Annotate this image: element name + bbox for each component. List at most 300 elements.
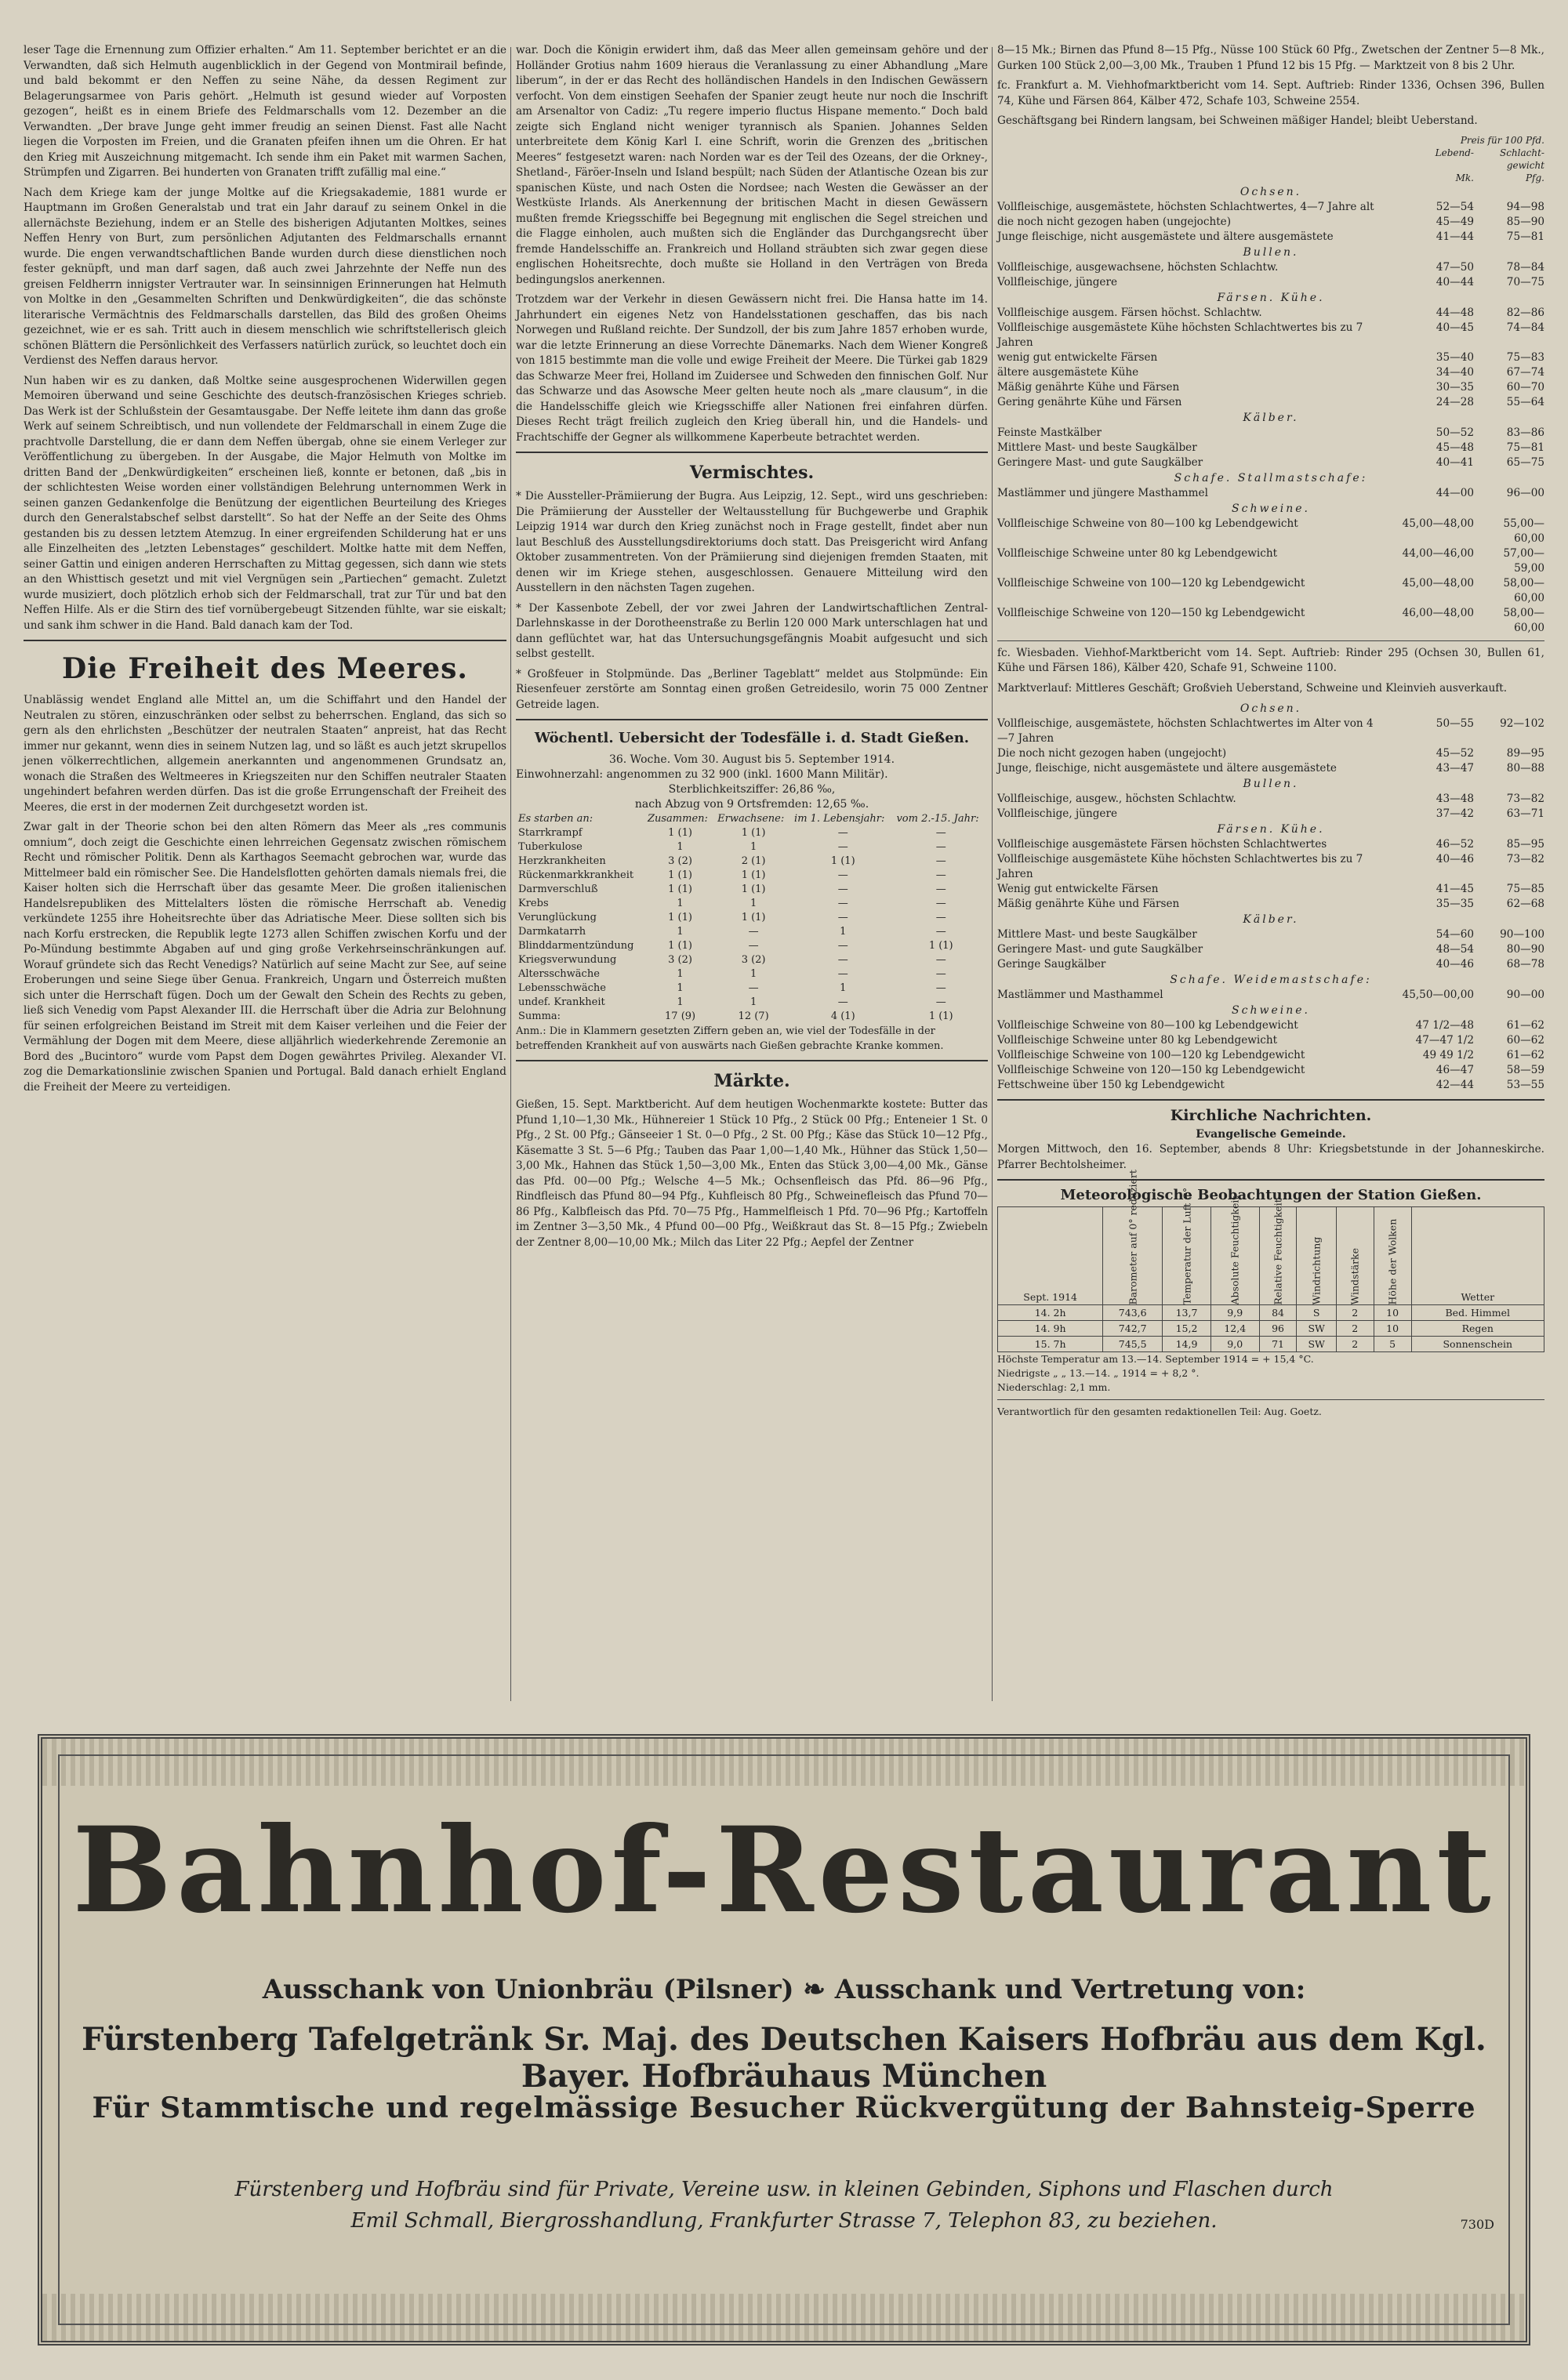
table-cell: SW [1297,1321,1336,1337]
price-row [997,807,1544,822]
news-item: * Großfeuer in Stolpmünde. Das „Berliner Tageblatt“ meldet aus Stolpmünde: Ein Riesenfeuer zerstörte am Sonntag einen großen Getreidesilo, worin 75 000 Zentner Getreide lagen. [516,667,988,711]
table-cell: 1 [840,982,847,994]
price-value: 73—82 [1506,853,1544,865]
price-value: 35—35 [1436,898,1474,910]
price-value: 75—81 [1506,230,1544,243]
price-label: Vollfleischige, ausgew., höchsten Schlachtw. [997,793,1236,805]
price-label: Junge, fleischige, nicht ausgemästete und ältere ausgemästete [997,762,1337,775]
price-row [997,260,1544,275]
table-row [516,953,988,967]
table-row [516,840,988,854]
table-cell: — [935,869,946,881]
article-paragraph: Nun haben wir es zu danken, daß Moltke seine ausgesprochenen Widerwillen gegen Memoiren überwand und seine Geschichte des deutsch-französischen Krieges schrieb. Das Werk ist der Schlußstein der Gesamtausgabe. Der Neffe leitete ihm dann das große Werk auf seinem Schreibtisch, und nun vollendete der Feldmarschall in einem Zuge die prachtvolle Darstellung, die er dann dem Neffen übergab, ohne sie einem Verleger zur Veröffentlichung zu übergeben. In der Ausgabe, die Major Helmuth von Moltke im dritten Band der „Denkwürdigkeiten“ erscheinen ließ, konnte er betonen, daß „bis in der schlichtesten Weise worden einer vollständigen Belehrung unternommen Werk in seinen ganzen Gedankenfolge die Benützung der eigentlichen Beurteilung des Krieges durch den Generalstabschef selbst darstellt“. So hat der Neffe an der Seite des Ohms gestanden bis zu dessen letztem Atemzug. In einer ergreifenden Schilderung hat er uns alle Einzelheiten des „letzten Lebenstages“ geschildert. Moltke hatte mit dem Neffen, seiner Gattin und einigen anderen Herrschaften zu Mittag gegessen, sich dann wie stets an den Whisttisch gesetzt und mit viel Vergnügen sein „Partiechen“ gemacht. Zuletzt wurde musiziert, doch plötzlich erhob sich der Feldmarschall, trat zur Tür und bat den Neffen Hilfe. Als er die Stirn des tief vornübergebeugt Sitzenden fühlte, war sie eiskalt; und sank ihm schwer in die Hand. Bald danach kam der Tod. [24,374,506,632]
article-paragraph: Zwar galt in der Theorie schon bei den alten Römern das Meer als „res communis omnium“, doch zeigt die Geschichte einen lehrreichen Gegensatz zwischen römischem Recht und römischer Politik. Denn als Karthagos Seemacht gebrochen war, wurde das Mittelmeer bald ein römischer See. Die Handelsflotten gehörten damals niemals frei, die Kaiser holten sich die Herrschaft über das gesamte Meer. Die großen italienischen Handelsrepubliken des Mittelalters lösten die römische Herrschaft ab. Venedig verkündete 1255 ihre Hoheitsrechte über das Adriatische Meer. Diese sollten sich bis nach Korfu erstrecken, die Republik legte 1273 allen Schiffen zwischen Korfu und der Po-Mündung bestimmte Abgaben auf und ging große Verkehrseinschränkungen auf. Worauf gründete sich das Recht Venedigs? Natürlich auf seine Macht zur See, auf seine Eroberungen und seine Siege über Genua. Frankreich, Ungarn und Österreich mußten sich unter die Herrschaft fügen. Doch um der Gewalt den Schein des Rechts zu geben, ließ sich Venedig vom Papst Alexander III. die Herrschaft über die Adria zur Belohnung für seinen erfolgreichen Beistand im Streit mit dem Kaiser verleihen und die Feier der Vermählung der Dogen mit dem Meere, diese alljährlich wiederkehrende Zeremonie an Bord des „Bucintoro“ wurde vom Papst dem Dogen gewährtes Privileg. Alexander VI. zog die Demarkationslinie zwischen Spanien und Portugal. Bald danach erhielt England die Freiheit der Meere zu verteidigen. [24,821,506,1094]
table-cell: 1 (1) [830,855,855,867]
table-cell: — [935,982,946,994]
price-label: Fettschweine über 150 kg Lebendgewicht [997,1079,1225,1091]
table-cell: 1 (1) [928,940,953,952]
price-value: 54—60 [1436,928,1474,941]
price-row [997,321,1544,350]
ad-line: Fürstenberg und Hofbräu sind für Private, Vereine usw. in kleinen Gebinden, Siphons und Flaschen durch [234,2178,1334,2201]
price-value: 60—70 [1506,380,1544,394]
meteo-col-label: Relative Feuchtigkeit [1272,1199,1284,1305]
price-value: 78—84 [1506,260,1544,274]
table-cell: 9,0 [1210,1337,1259,1352]
table-cell: 2 [1336,1337,1374,1352]
price-value: 46,00—48,00 [1402,606,1474,619]
price-value: 89—95 [1506,747,1544,760]
price-row [997,717,1544,746]
table-cell: Kriegsverwundung [518,954,617,966]
price-value: 73—82 [1506,793,1544,805]
price-row [997,1078,1544,1093]
article-paragraph: Trotzdem war der Verkehr in diesen Gewässern nicht frei. Die Hansa hatte im 14. Jahrhundert ein eigenes Netz von Handelsstationen geschaffen, das bis nach Norwegen und Rußland reichte. Der Sundzoll, der bis zum Jahre 1857 erhoben wurde, war die letzte Erinnerung an diese Vorrechte Dänemarks. Nach dem Wiener Kongreß von 1815 bestimmte man die volle und ewige Freiheit der Meere. Die Türkei gab 1829 das Schwarze Meer frei, Holland im Zuidersee und Schweden den finnischen Golf. Nur das Schwarze und das Asowsche Meer gelten heute noch als „mare clausum“, in die die Handelsschiffe gleich wie Kriegsschiffe aller Nationen frei einfahren dürfen. Dieses Recht trägt freilich zugleich den Krieg überall hin, und die Handels- und Frachtschiffe der Gegner als willkommene Kaperbeute betrachtet werden. [516,293,988,444]
price-label: Vollfleischige ausgemästete Kühe höchsten Schlachtwertes bis zu 7 Jahren [997,321,1363,349]
editor-note: Verantwortlich für den gesamten redaktionellen Teil: Aug. Goetz. [997,1406,1322,1417]
table-row [516,911,988,925]
price-value: 40—45 [1436,321,1474,334]
price-value: 34—40 [1436,365,1474,379]
table-cell: 1 [750,841,757,853]
price-value: 37—42 [1436,807,1474,820]
meteo-col-header [1297,1207,1336,1305]
table-row [516,883,988,897]
meteo-col-label: Windrichtung [1310,1236,1323,1305]
meteo-col-label: Windstärke [1348,1247,1361,1305]
table-cell: 1 (1) [668,912,692,923]
price-header: Mk. Pfg. [1455,172,1544,183]
ad-title: Bahnhof-Restaurant [72,1801,1496,1939]
column-3 [997,43,1544,1419]
table-cell: 1 (1) [741,883,766,895]
price-label: Vollfleischige Schweine unter 80 kg Lebendgewicht [997,1034,1278,1047]
column-rule [992,47,993,1701]
price-value: 40—44 [1436,275,1474,288]
price-value: 47—50 [1436,260,1474,274]
price-value: 75—85 [1506,883,1544,895]
price-row [997,380,1544,395]
price-label: Mittlere Mast- und beste Saugkälber [997,928,1197,941]
price-value: 62—68 [1506,898,1544,910]
price-row [997,576,1544,606]
table-cell: — [935,912,946,923]
table-cell: 3 (2) [741,954,766,966]
price-row [997,852,1544,882]
market-report-continued: 8—15 Mk.; Birnen das Pfund 8—15 Pfg., Nüsse 100 Stück 60 Pfg., Zwetschen der Zentner 5—8 Mk., Gurken 100 Stück 2,00—3,00 Mk., Trauben 1 Pfund 12 bis 15 Pfg. — Marktzeit von 8 bis 2 Uhr. [997,44,1544,72]
meteo-col-label: Sept. 1914 [1023,1291,1077,1303]
col-header: Es starben an: [518,813,593,825]
table-cell: 1 [677,898,684,909]
price-value: 58,00—60,00 [1503,576,1544,604]
table-row [516,996,988,1010]
table-cell: 2 (1) [741,855,766,867]
price-label: Vollfleischige Schweine von 100—120 kg Lebendgewicht [997,576,1305,590]
price-label: Junge fleischige, nicht ausgemästete und ältere ausgemästete [997,230,1334,243]
price-value: 55,00—60,00 [1503,517,1544,545]
price-value: 50—52 [1436,426,1474,439]
table-cell: — [837,841,848,853]
price-value: 47—47 1/2 [1415,1034,1474,1047]
price-row [997,837,1544,852]
price-value: 40—46 [1436,853,1474,865]
price-label: Vollfleischige, ausgewachsene, höchsten Schlachtw. [997,260,1279,274]
meteo-col-label: Wetter [1461,1291,1495,1303]
price-label: Geringere Mast- und gute Saugkälber [997,943,1203,956]
table-cell: S [1297,1305,1336,1321]
deaths-rate-adjusted: nach Abzug von 9 Ortsfremden: 12,65 ‰. [634,798,869,811]
price-row [997,942,1544,957]
price-value: 45—52 [1436,747,1474,760]
price-row [997,897,1544,912]
price-row [997,275,1544,290]
meteo-max: Höchste Temperatur am 13.—14. September 1914 = + 15,4 °C. [997,1353,1314,1365]
price-header: Preis für 100 Pfd. [1460,134,1544,146]
price-category: Schafe. Weidemastschafe: [1170,974,1372,986]
price-row [997,230,1544,245]
price-label: Vollfleischige Schweine von 120—150 kg Lebendgewicht [997,606,1305,619]
price-row [997,486,1544,501]
table-cell: Starrkrampf [518,827,583,839]
price-value: 85—95 [1506,838,1544,851]
price-value: 40—41 [1436,455,1474,469]
table-cell: 17 (9) [665,1010,696,1022]
table-cell: 1 [677,996,684,1008]
price-row [997,882,1544,897]
ad-code: 730D [1460,2217,1494,2232]
deaths-title: Wöchentl. Uebersicht der Todesfälle i. d. Stadt Gießen. [534,730,970,746]
table-cell: 3 (2) [668,855,692,867]
table-cell: 96 [1259,1321,1297,1337]
price-value: 47 1/2—48 [1415,1019,1474,1032]
frankfurt-price-list [997,184,1544,636]
table-cell: 745,5 [1103,1337,1163,1352]
price-label: wenig gut entwickelte Färsen [997,350,1158,364]
price-label: Vollfleischige Schweine von 80—100 kg Lebendgewicht [997,517,1298,530]
table-cell: — [748,940,759,952]
price-category: Ochsen. [1240,702,1302,715]
price-category: Kälber. [1243,411,1299,424]
table-cell: 1 (1) [741,827,766,839]
price-row [997,546,1544,576]
price-value: 48—54 [1436,943,1474,956]
table-cell: 10 [1374,1305,1411,1321]
price-value: 50—55 [1436,717,1474,730]
price-value: 46—47 [1436,1064,1474,1076]
table-cell: — [935,968,946,980]
table-cell: Darmkatarrh [518,926,586,938]
table-cell: 1 [677,968,684,980]
price-value: 45,00—48,00 [1402,576,1474,590]
table-cell: 1 (1) [668,827,692,839]
price-value: 52—54 [1436,200,1474,213]
meteo-col-header [998,1207,1103,1305]
meteo-col-header [1336,1207,1374,1305]
price-category: Bullen. [1243,245,1299,259]
price-row [997,988,1544,1003]
price-row [997,761,1544,776]
table-cell: 12 (7) [738,1010,769,1022]
table-cell: Darmverschluß [518,883,598,895]
price-row [997,1018,1544,1033]
table-cell: SW [1297,1337,1336,1352]
price-value: 41—45 [1436,883,1474,895]
table-cell: 743,6 [1103,1305,1163,1321]
meteo-col-label: Absolute Feuchtigkeit [1229,1195,1241,1305]
price-value: 58—59 [1506,1064,1544,1076]
price-label: Vollfleischige Schweine unter 80 kg Lebendgewicht [997,546,1278,560]
table-cell: 1 (1) [741,912,766,923]
price-value: 58,00—60,00 [1503,606,1544,634]
table-cell: 1 [677,926,684,938]
col-header: Zusammen: [647,813,708,825]
divider [516,719,988,720]
price-label: Vollfleischige ausgemästete Färsen höchsten Schlachtwertes [997,838,1327,851]
price-value: 49 49 1/2 [1422,1049,1474,1061]
table-cell: 71 [1259,1337,1297,1352]
meteo-min: Niedrigste „ „ 13.—14. „ 1914 = + 8,2 °. [997,1367,1200,1379]
price-label: Mastlämmer und Masthammel [997,989,1163,1001]
table-cell: 14. 2h [998,1305,1103,1321]
price-value: 60—62 [1506,1034,1544,1047]
price-value: 65—75 [1506,455,1544,469]
price-label: Vollfleischige Schweine von 80—100 kg Lebendgewicht [997,1019,1298,1032]
price-value: 80—88 [1506,762,1544,775]
divider [516,1060,988,1061]
meteo-col-label: Höhe der Wolken [1386,1218,1399,1305]
article-paragraph: leser Tage die Ernennung zum Offizier erhalten.“ Am 11. September berichtet er an die Verwandten, daß sich Helmuth augenblicklich in der Gegend von Montmirail befinde, und bald bekommt er den Neffen zu seine Nähe, da dessen Regiment zur Belagerungsarmee von Paris gehört. „Helmuth ist gesund wieder auf Vorposten gezogen“, heißt es in einem Briefe des Feldmarschalls vom 12. Dezember an die Verwandten. „Der brave Junge geht immer freudig an seinen Dienst. Fast alle Nacht liegen die Vorposten im Freien, und die Granaten pfeifen ihnen um die Ohren. Er hat den Krieg mit Auszeichnung mitgemacht. Ich sende ihm ein Paket mit warmen Sachen, Strümpfen und Zigarren. Bei hunderten von Granaten trifft zufällig mal eine.“ [24,44,506,179]
price-value: 70—75 [1506,275,1544,288]
price-value: 61—62 [1506,1019,1544,1032]
table-row [998,1305,1544,1321]
price-row [997,306,1544,321]
price-category: Schafe. Stallmastschafe: [1174,471,1368,484]
price-value: 94—98 [1506,200,1544,213]
table-cell: — [837,912,848,923]
price-value: 61—62 [1506,1049,1544,1061]
price-header: gewicht [1506,159,1544,171]
divider [24,640,506,641]
price-row [997,350,1544,365]
price-category: Ochsen. [1240,185,1302,198]
table-cell: Tuberkulose [518,841,583,853]
table-cell: Summa: [518,1010,561,1022]
divider [997,1399,1544,1400]
price-value: 63—71 [1506,807,1544,820]
table-cell: — [935,926,946,938]
price-label: Geringe Saugkälber [997,958,1106,971]
price-row [997,1033,1544,1048]
col-header: Erwachsene: [717,813,785,825]
table-cell: — [837,869,848,881]
price-category: Färsen. Kühe. [1217,291,1325,304]
ad-line: Emil Schmall, Biergrosshandlung, Frankfurter Strasse 7, Telephon 83, zu beziehen. [350,2209,1218,2233]
table-cell: 84 [1259,1305,1297,1321]
price-row [997,1063,1544,1078]
deaths-rate: Sterblichkeitsziffer: 26,86 ‰, [668,783,836,796]
price-value: 30—35 [1436,380,1474,394]
price-value: 55—64 [1506,395,1544,408]
article-paragraph: war. Doch die Königin erwidert ihm, daß das Meer allen gemeinsam gehöre und der Holländer Grotius nahm 1609 hieraus die Veranlassung zu einer Abhandlung „Mare liberum“, in der er das Recht des holländischen Handels in den Indischen Gewässern verfocht. Von dem einstigen Seehafen der Spanier zeugt heute nur noch die Inschrift am Arsenaltor von Cadiz: „Tu regere imperio fluctus Hispane memento.“ Doch bald zeigte sich England nicht weniger tyrannisch als Spanien. Johannes Selden unterbreitete dem König Karl I. eine Schrift, worin die Grenzen des „britischen Meeres“ festgesetzt waren: nach Norden war es der Teil des Ozeans, der die Orkney-, Shetland-, Färöer-Inseln und Island bespült; nach Süden der Atlantische Ozean bis zur spanischen Küste, und nach Osten die Nordsee; nach Westen die Gewässer an der Westküste Irlands. Als Anerkennung der britischen Macht in diesen Gewässern mußten fremde Kriegsschiffe bei Begegnung mit englischen die Segel streichen und die Flagge einholen, auch mußten sich die Engländer das Durchgangsrecht über fremde Handelsschiffe an. Frankreich und Holland sträubten sich zwar gegen diese englischen Hoheitsrechte, doch mußte sie Holland in den Verträgen von Breda bedingungslos anerkennen. [516,44,988,286]
table-cell: — [935,883,946,895]
meteo-col-header [1163,1187,1211,1305]
table-cell: 5 [1374,1337,1411,1352]
price-value: 40—46 [1436,958,1474,971]
price-value: 24—28 [1436,395,1474,408]
table-cell: Bed. Himmel [1411,1305,1544,1321]
table-cell: 9,9 [1210,1305,1259,1321]
price-row [997,426,1544,441]
table-cell: Sonnenschein [1411,1337,1544,1352]
kirche-sub: Evangelische Gemeinde. [1196,1128,1346,1141]
section-title-maerkte: Märkte. [713,1071,790,1091]
table-cell: 1 (1) [668,940,692,952]
table-cell: Verunglückung [518,912,597,923]
deaths-population: Einwohnerzahl: angenommen zu 32 900 (inkl. 1600 Mann Militär). [516,768,888,781]
table-row [516,967,988,981]
deaths-note: Anm.: Die in Klammern gesetzten Ziffern geben an, wie viel der Todesfälle in der betreffenden Krankheit auf von auswärts nach Gießen gebrachte Kranke kommen. [516,1025,944,1052]
table-cell: — [748,926,759,938]
article-paragraph: Nach dem Kriege kam der junge Moltke auf die Kriegsakademie, 1881 wurde er Hauptmann im Großen Generalstab und trat ein Jahr darauf zu seinem Onkel in die allernächste Beziehung, indem er an Stelle des bisherigen Adjutanten Moltkes, seines Neffen Henry von Burt, zum persönlichen Adjutanten des Feldmarschalls ernannt wurde. Die engen verwandtschaftlichen Bande wurden durch diese dienstlichen noch fester geknüpft, und man darf sagen, daß auch zwei Jahrzehnte der Neffe nun des greisen Feldherrn innigster Vertrauter war. In seinsinnigen Erinnerungen hat Helmuth von Moltke in den „Gesammelten Schriften und Denkwürdigkeiten“, die das schönste literarische Vermächtnis des Feldmarschalls darstellen, das Bild des großen Oheims gezeichnet, wie er es sah. Tritt auch in diesem menschlich wie schriftstellerisch gleich schönen Blättern die Persönlichkeit des Verfassers natürlich zurück, so leuchtet doch ein Verdienst des Neffen daraus hervor. [24,186,506,367]
divider [997,1179,1544,1181]
price-value: 44—48 [1436,306,1474,319]
table-row [516,826,988,840]
price-header: Lebend- Schlacht- [1435,147,1544,158]
price-label: Vollfleischige, ausgemästete, höchsten Schlachtwertes, 4—7 Jahre alt [997,200,1374,213]
price-value: 44—00 [1436,486,1474,499]
table-cell: Krebs [518,898,549,909]
ad-line: Für Stammtische und regelmässige Besucher Rückvergütung der Bahnsteig-Sperre [92,2092,1476,2124]
price-row [997,517,1544,546]
price-value: 82—86 [1506,306,1544,319]
price-label: die noch nicht gezogen haben (ungejochte) [997,215,1232,228]
table-cell: 1 [750,968,757,980]
price-row [997,957,1544,972]
table-row [998,1321,1544,1337]
table-cell: 12,4 [1210,1321,1259,1337]
news-item: * Der Kassenbote Zebell, der vor zwei Jahren der Landwirtschaftlichen Zentral-Darlehnskasse in der Dorotheenstraße zu Berlin 120 000 Mark unterschlagen hat und dann geflüchtet war, hat das Untersuchungsgefängnis Moabit aufgesucht und sich selbst gestellt. [516,601,988,660]
table-cell: — [935,898,946,909]
price-row [997,395,1544,410]
table-cell: — [837,954,848,966]
price-value: 85—90 [1506,215,1544,228]
table-cell: 2 [1336,1305,1374,1321]
table-cell: — [837,898,848,909]
price-category: Schweine. [1232,502,1310,515]
column-2 [516,43,988,1255]
table-cell: Altersschwäche [518,968,600,980]
table-row [998,1337,1544,1352]
table-cell: 1 [750,898,757,909]
price-row [997,606,1544,636]
price-label: Mittlere Mast- und beste Saugkälber [997,441,1197,454]
price-category: Kälber. [1243,913,1299,926]
meteo-col-header [1210,1195,1259,1305]
price-value: 75—83 [1506,350,1544,364]
wiesbaden-price-list [997,701,1544,1093]
table-cell: 14. 9h [998,1321,1103,1337]
table-cell: — [837,883,848,895]
table-cell: — [837,827,848,839]
table-cell: — [748,982,759,994]
table-row [516,854,988,869]
meteo-col-header [1411,1207,1544,1305]
price-value: 83—86 [1506,426,1544,439]
price-label: Vollfleischige Schweine von 100—120 kg Lebendgewicht [997,1049,1305,1061]
price-row [997,365,1544,380]
price-value: 75—81 [1506,441,1544,454]
price-value: 96—00 [1506,486,1544,499]
price-value: 44,00—46,00 [1402,546,1474,560]
price-value: 42—44 [1436,1079,1474,1091]
table-cell: 1 [677,982,684,994]
table-cell: 15,2 [1163,1321,1211,1337]
table-cell: undef. Krankheit [518,996,605,1008]
price-value: 74—84 [1506,321,1544,334]
article-paragraph: Unablässig wendet England alle Mittel an, um die Schiffahrt und den Handel der Neutralen zu stören, einzuschränken oder selbst zu beherrschen. England, das sich so gern als den ehrlichsten „Beschützer der neutralen Staaten“ anpreist, hat das Recht immer nur gekannt, wenn dies in seinem Nutzen lag, und so läßt es auch jetzt skrupellos jenen völkerrechtlichen, allgemein anerkannten und angenommenen Grundsatz an, wonach die Straßen des Weltmeeres in Kriegszeiten nur den Schiffen neutraler Staaten ungehindert befahren werden dürfen. Das ist die große Errungenschaft der Freiheit des Meeres, die erst in der modernen Zeit durchgesetzt worden ist. [24,694,506,814]
table-cell: 14,9 [1163,1337,1211,1352]
price-label: Vollfleischige Schweine von 120—150 kg Lebendgewicht [997,1064,1305,1076]
wiesbaden-note: Marktverlauf: Mittleres Geschäft; Großvieh Ueberstand, Schweine und Kleinvieh ausverkauft. [997,681,1508,695]
price-label: Mäßig genährte Kühe und Färsen [997,380,1180,394]
price-row [997,927,1544,942]
col-header: vom 2.-15. Jahr: [896,813,979,825]
table-cell: 4 (1) [830,1010,855,1022]
table-cell: 1 [840,926,847,938]
ad-line: Fürstenberg Tafelgetränk Sr. Maj. des Deutschen Kaisers Hofbräu aus dem Kgl. Bayer. Hofbräuhaus München [82,2021,1486,2095]
price-label: Mastlämmer und jüngere Masthammel [997,486,1208,499]
price-value: 45—49 [1436,215,1474,228]
table-cell: 742,7 [1103,1321,1163,1337]
divider [516,452,988,453]
price-value: 45,00—48,00 [1402,517,1474,530]
price-row [997,215,1544,230]
price-label: Mäßig genährte Kühe und Färsen [997,898,1180,910]
meteo-col-header [1103,1170,1163,1305]
table-cell: Rückenmarkkrankheit [518,869,634,881]
price-row [997,455,1544,470]
table-cell: 2 [1336,1321,1374,1337]
col-header: im 1. Lebensjahr: [794,813,885,825]
table-cell: 15. 7h [998,1337,1103,1352]
table-cell: — [837,940,848,952]
article-headline: Die Freiheit des Meeres. [62,652,468,685]
table-cell: 1 [677,841,684,853]
price-value: 53—55 [1506,1079,1544,1091]
market-report: Gießen, 15. Sept. Marktbericht. Auf dem heutigen Wochenmarkte kostete: Butter das Pfund 1,10—1,30 Mk., Hühnereier 1 Stück 10 Pfg., 2 Stück 00 Pfg.; Enteneier 1 St. 0 Pfg., 2 St. 00 Pfg.; Gänseeier 1 St. 0—0 Pfg., 2 St. 00 Pfg.; Käse das Stück 10—12 Pfg., Käsematte 3 St. 5—6 Pfg.; Tauben das Paar 1,00—1,40 Mk., Hühner das Stück 1,50—3,00 Mk., Hahnen das Stück 1,50—3,00 Mk., Enten das Stück 3,00—4,00 Mk., Gänse das Pfd. 00—00 Pfg.; Welsche 4—5 Mk.; Ochsenfleisch das Pfd. 86—96 Pfg., Rindfleisch das Pfund 80—94 Pfg., Kuhfleisch 80 Pfg., Schweinefleisch das Pfund 70—86 Pfg., Kalbfleisch das Pfd. 70—75 Pfg., Hammelfleisch 1 Pfd. 70—96 Pfg.; Kartoffeln im Zentner 3—3,50 Mk., 4 Pfund 00—00 Pfg., Weißkraut das St. 8—15 Pfg.; Zwiebeln der Zentner 8,00—10,00 Mk.; Milch das Liter 22 Pfg.; Aepfel der Zentner [516,1098,988,1249]
price-value: 45,50—00,00 [1402,989,1474,1001]
price-category: Schweine. [1232,1004,1310,1017]
table-cell: 1 [750,996,757,1008]
price-value: 80—90 [1506,943,1544,956]
table-row [516,939,988,953]
table-cell: — [935,841,946,853]
section-title-vermischtes: Vermischtes. [689,463,815,483]
frankfurt-note: Geschäftsgang bei Rindern langsam, bei Schweinen mäßiger Handel; bleibt Ueberstand. [997,114,1478,127]
table-cell: — [837,996,848,1008]
meteo-col-header [1259,1199,1297,1305]
section-title-kirche: Kirchliche Nachrichten. [1170,1107,1372,1124]
table-cell: Blinddarmentzündung [518,940,634,952]
price-row [997,792,1544,807]
price-label: Geringere Mast- und gute Saugkälber [997,455,1203,469]
price-label: Vollfleischige, jüngere [997,275,1118,288]
table-cell: 1 (1) [741,869,766,881]
price-value: 90—00 [1506,989,1544,1001]
price-value: 45—48 [1436,441,1474,454]
wiesbaden-report: fc. Wiesbaden. Viehhof-Marktbericht vom 14. Sept. Auftrieb: Rinder 295 (Ochsen 30, Bullen 61, Kühe und Färsen 186), Kälber 420, Schafe 91, Schweine 1100. [997,646,1544,674]
meteo-col-label: Temperatur der Luft C° [1181,1187,1192,1305]
price-value: 57,00—59,00 [1503,546,1544,575]
